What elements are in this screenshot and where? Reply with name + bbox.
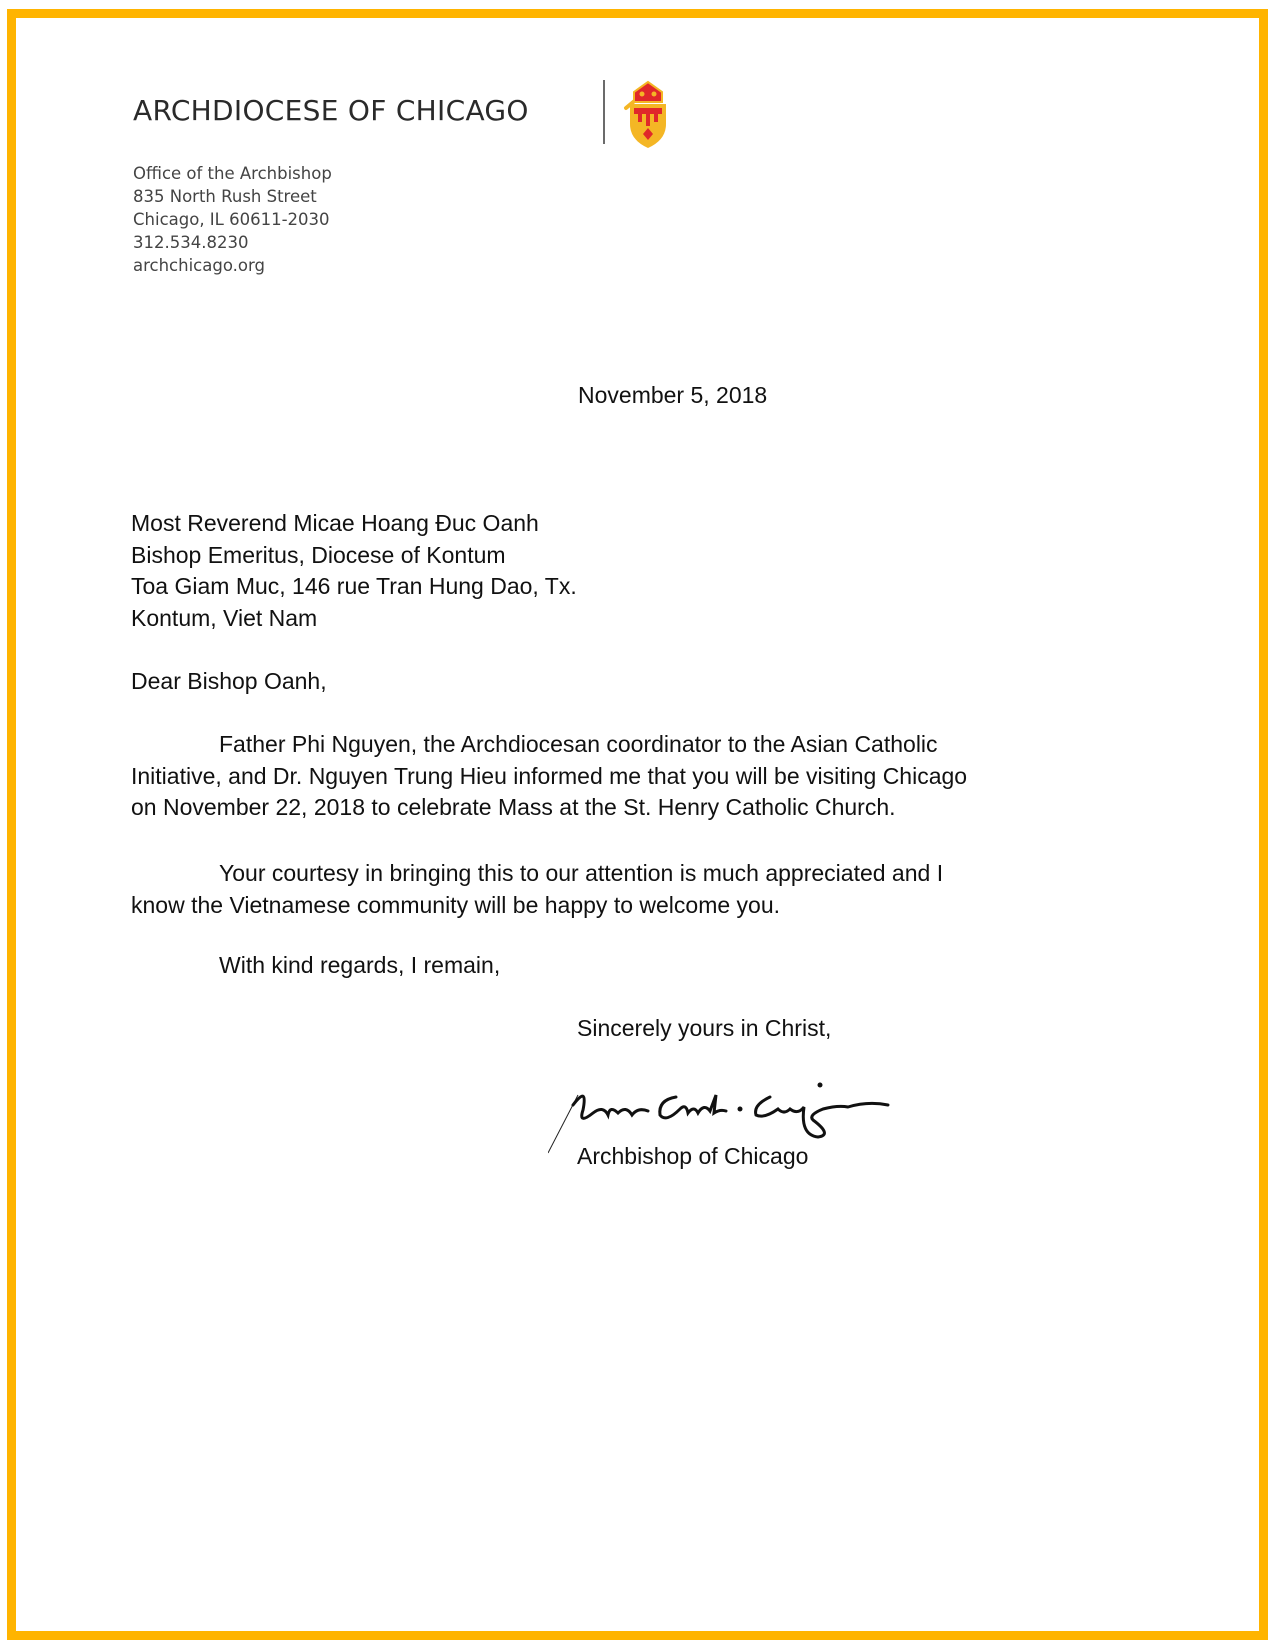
paragraph-2 bbox=[131, 858, 943, 921]
paragraph-2-line: know the Vietnamese community will be happy to welcome you. bbox=[131, 891, 781, 918]
paragraph-2-line: Your courtesy in bringing this to our attention is much appreciated and I bbox=[219, 860, 944, 886]
letterhead-title: ARCHDIOCESE OF CHICAGO bbox=[133, 94, 529, 127]
letterhead-divider bbox=[603, 80, 605, 144]
office-name: Office of the Archbishop bbox=[133, 164, 332, 183]
recipient-address bbox=[131, 508, 577, 634]
office-street: 835 North Rush Street bbox=[133, 187, 317, 206]
office-city: Chicago, IL 60611-2030 bbox=[133, 210, 330, 229]
office-address-block bbox=[133, 162, 332, 277]
paragraph-1-line: on November 22, 2018 to celebrate Mass at the St. Henry Catholic Church. bbox=[131, 794, 896, 820]
salutation: Dear Bishop Oanh, bbox=[131, 668, 327, 694]
recipient-name: Most Reverend Micae Hoang Đuc Oanh bbox=[131, 510, 539, 536]
recipient-city: Kontum, Viet Nam bbox=[131, 604, 318, 631]
recipient-title: Bishop Emeritus, Diocese of Kontum bbox=[131, 541, 506, 568]
office-website: archchicago.org bbox=[133, 256, 265, 275]
paragraph-1-line: Initiative, and Dr. Nguyen Trung Hieu informed me that you will be visiting Chicago bbox=[131, 762, 968, 789]
signer-title: Archbishop of Chicago bbox=[577, 1143, 809, 1169]
paragraph-1-line: Father Phi Nguyen, the Archdiocesan coordinator to the Asian Catholic bbox=[219, 731, 938, 757]
closing-regards: With kind regards, I remain, bbox=[219, 952, 501, 978]
recipient-street: Toa Giam Muc, 146 rue Tran Hung Dao, Tx. bbox=[131, 573, 577, 599]
coat-of-arms-icon bbox=[620, 78, 676, 150]
office-phone: 312.534.8230 bbox=[133, 233, 249, 252]
closing: Sincerely yours in Christ, bbox=[577, 1015, 832, 1041]
crest-mitre bbox=[634, 82, 662, 102]
paragraph-1 bbox=[131, 729, 967, 824]
letter-date: November 5, 2018 bbox=[578, 382, 768, 408]
